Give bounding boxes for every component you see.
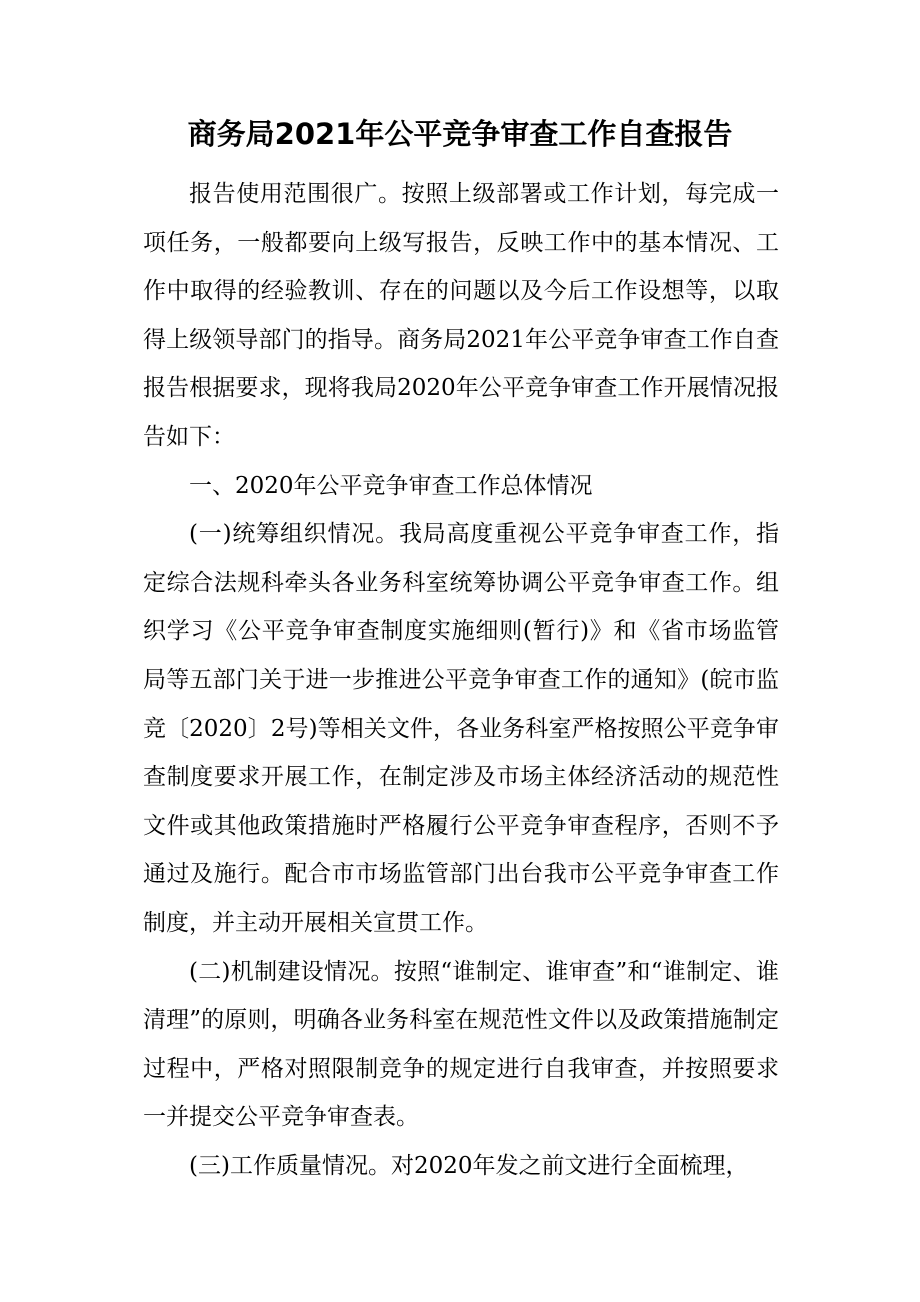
paragraph-intro: 报告使用范围很广。按照上级部署或工作计划，每完成一项任务，一般都要向上级写报告，反映工作中的基本情况、工作中取得的经验教训、存在的问题以及今后工作设想等，以取得上级领导部门的指导。商务局2021年公平竞争审查工作自查报告根据要求，现将我局2020年公平竞争审查工作开展情况报告如下： <box>143 181 779 450</box>
document-title: 商务局2021年公平竞争审查工作自查报告 <box>187 117 733 151</box>
paragraph-quality: (三)工作质量情况。对2020年发之前文进行全面梳理， <box>189 1152 749 1179</box>
section-heading-1: 一、2020年公平竞争审查工作总体情况 <box>189 472 593 499</box>
paragraph-mechanism: (二)机制建设情况。按照“谁制定、谁审查”和“谁制定、谁清理”的原则，明确各业务科室在规范性文件以及政策措施制定过程中，严格对照限制竞争的规定进行自我审查，并按照要求一并提交公平竞争审查表。 <box>143 958 779 1131</box>
document-body <box>143 170 779 1190</box>
paragraph-coordination: (一)统筹组织情况。我局高度重视公平竞争审查工作，指定综合法规科牵头各业务科室统筹协调公平竞争审查工作。组织学习《公平竞争审查制度实施细则(暂行)》和《省市场监管局等五部门关于进一步推进公平竞争审查工作的通知》(皖市监竞〔2020〕2号)等相关文件，各业务科室严格按照公平竞争审查制度要求开展工作，在制定涉及市场主体经济活动的规范性文件或其他政策措施时严格履行公平竞争审查程序，否则不予通过及施行。配合市市场监管部门出台我市公平竞争审查工作制度，并主动开展相关宣贯工作。 <box>143 521 779 936</box>
